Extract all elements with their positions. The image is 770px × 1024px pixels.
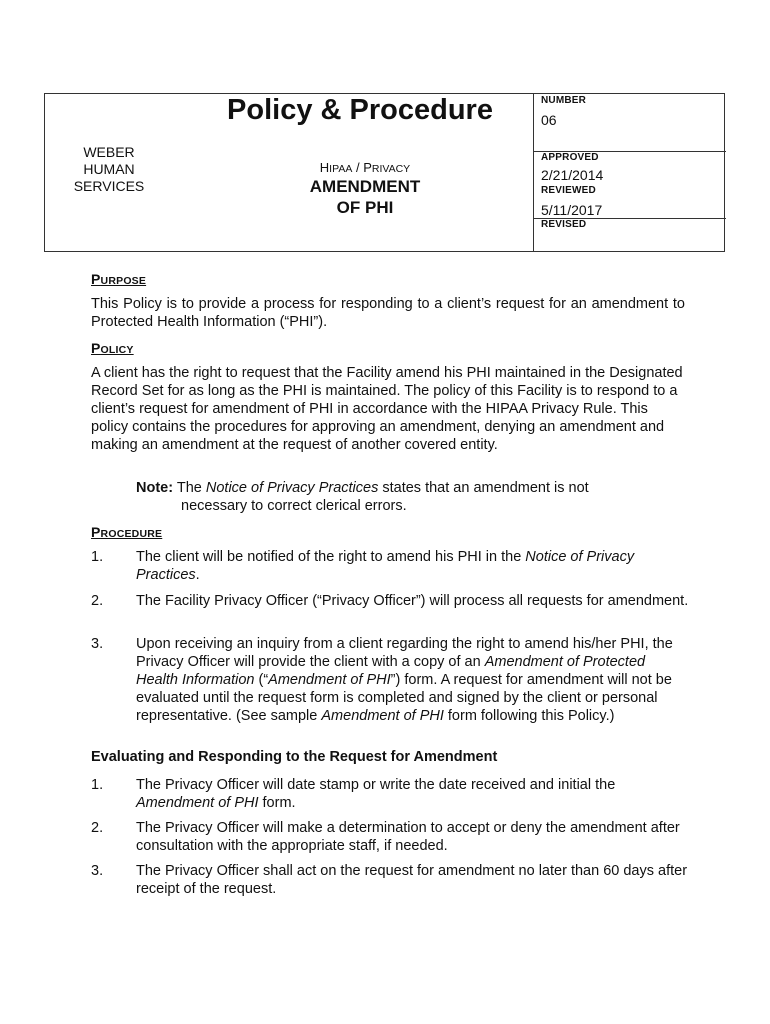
procedure-heading: PROCEDURE bbox=[91, 524, 163, 540]
approved-cell bbox=[534, 152, 726, 185]
policy-text: A client has the right to request that the Facility amend his PHI maintained in the Designated Record Set for as long as the PHI is maintained. The policy of this Facility is to respond to a client’s request for amendment of PHI in accordance with the HIPAA Privacy Rule. This policy contains the procedures for approving an amendment, denying an amendment and making an amendment at the request of another covered entity. bbox=[91, 365, 683, 453]
approved-value: 2/21/2014 bbox=[541, 167, 604, 183]
policy-header-table bbox=[44, 93, 725, 252]
procedure-item-2-number: 2. bbox=[91, 593, 104, 609]
procedure-item-1: The client will be notified of the right to amend his PHI in the Notice of Privacy Practices. bbox=[136, 549, 635, 583]
number-value: 06 bbox=[541, 112, 557, 128]
evaluating-item-1-number: 1. bbox=[91, 777, 104, 793]
procedure-item-2: The Facility Privacy Officer (“Privacy Officer”) will process all requests for amendment. bbox=[136, 593, 689, 609]
policy-note: Note: The Notice of Privacy Practices states that an amendment is not necessary to correct clerical errors. bbox=[136, 480, 589, 514]
number-label: NUMBER bbox=[541, 95, 587, 106]
evaluating-item-2: The Privacy Officer will make a determination to accept or deny the amendment after consultation with the appropriate staff, if needed. bbox=[136, 820, 680, 854]
reviewed-value: 5/11/2017 bbox=[541, 202, 603, 218]
approved-label: APPROVED bbox=[541, 152, 599, 163]
evaluating-item-3-number: 3. bbox=[91, 863, 104, 879]
note-label: Note: bbox=[136, 480, 174, 496]
revised-label: REVISED bbox=[541, 219, 587, 230]
evaluating-heading: Evaluating and Responding to the Request for Amendment bbox=[91, 749, 498, 765]
organization-name: WEBER HUMAN SERVICES bbox=[73, 144, 145, 194]
policy-metadata-column bbox=[533, 94, 726, 251]
number-cell bbox=[534, 94, 726, 152]
policy-title: AMENDMENT OF PHI bbox=[309, 177, 421, 217]
procedure-item-1-number: 1. bbox=[91, 549, 104, 565]
purpose-heading: PURPOSE bbox=[91, 271, 147, 287]
evaluating-item-3: The Privacy Officer shall act on the request for amendment no later than 60 days after receipt of the request. bbox=[136, 863, 688, 897]
evaluating-item-1: The Privacy Officer will date stamp or write the date received and initial the Amendment of PHI form. bbox=[136, 777, 616, 811]
document-type-title: Policy & Procedure bbox=[227, 94, 493, 126]
reviewed-label: REVIEWED bbox=[541, 185, 596, 196]
evaluating-item-2-number: 2. bbox=[91, 820, 104, 836]
reviewed-cell bbox=[534, 185, 726, 219]
policy-heading: POLICY bbox=[91, 340, 134, 356]
policy-category: HIPAA / PRIVACY bbox=[319, 160, 411, 175]
procedure-item-3-number: 3. bbox=[91, 636, 104, 652]
procedure-item-3: Upon receiving an inquiry from a client regarding the right to amend his/her PHI, the Privacy Officer will provide the client with a copy of an Amendment of Protected Health Information (“Amendment of PHI”) form. A request for amendment will not be evaluated until the request form is completed and signed by the client or personal representative. (See sample Amendment of PHI form following this Policy.) bbox=[136, 636, 673, 724]
purpose-text: This Policy is to provide a process for responding to a client’s request for an amendment to Protected Health Information (“PHI”). bbox=[91, 296, 685, 330]
revised-cell bbox=[534, 219, 726, 251]
